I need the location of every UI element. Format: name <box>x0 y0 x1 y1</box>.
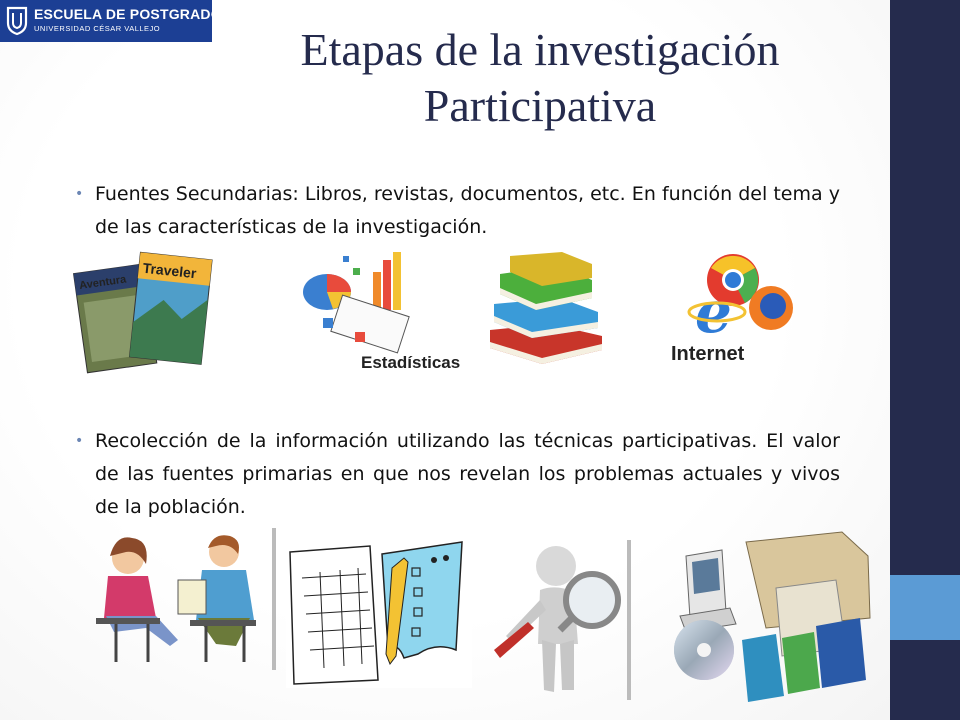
statistics-caption: Estadísticas <box>361 353 461 372</box>
documents-media-image <box>656 528 870 704</box>
svg-text:e: e <box>695 278 732 346</box>
magazines-image <box>72 246 222 376</box>
magnifying-glass-figure-image <box>488 540 633 700</box>
bullet-icon: • <box>75 433 84 449</box>
magazine-cover-1-title: Aventura <box>78 273 127 292</box>
bullet-secondary-sources <box>75 178 840 244</box>
side-bar-accent <box>890 575 960 640</box>
logo-title: ESCUELA DE POSTGRADO <box>34 6 222 22</box>
bullet-text: Recolección de la información utilizando las técnicas participativas. El valor de las fuentes primarias en que nos revelan los problemas actuales y vivos de la población. <box>95 430 840 518</box>
interview-image <box>86 528 278 670</box>
university-logo <box>0 0 222 42</box>
bullet-icon: • <box>75 186 84 202</box>
internet-caption: Internet <box>671 343 745 365</box>
statistics-image <box>295 250 461 375</box>
title-line-1: Etapas de la investigación <box>300 24 780 75</box>
questionnaire-image <box>286 538 472 688</box>
bullet-information-collection <box>75 425 840 524</box>
bullet-text: Fuentes Secundarias: Libros, revistas, documentos, etc. En función del tema y de las características de la investigación. <box>95 183 840 238</box>
magazine-cover-2-title: Traveler <box>142 259 198 282</box>
shield-icon <box>6 5 28 35</box>
logo-subtitle: UNIVERSIDAD CÉSAR VALLEJO <box>34 24 161 33</box>
browser-logos-image <box>665 250 800 368</box>
title-line-2: Participativa <box>423 80 657 131</box>
page-title <box>190 22 890 134</box>
books-image <box>480 252 608 370</box>
